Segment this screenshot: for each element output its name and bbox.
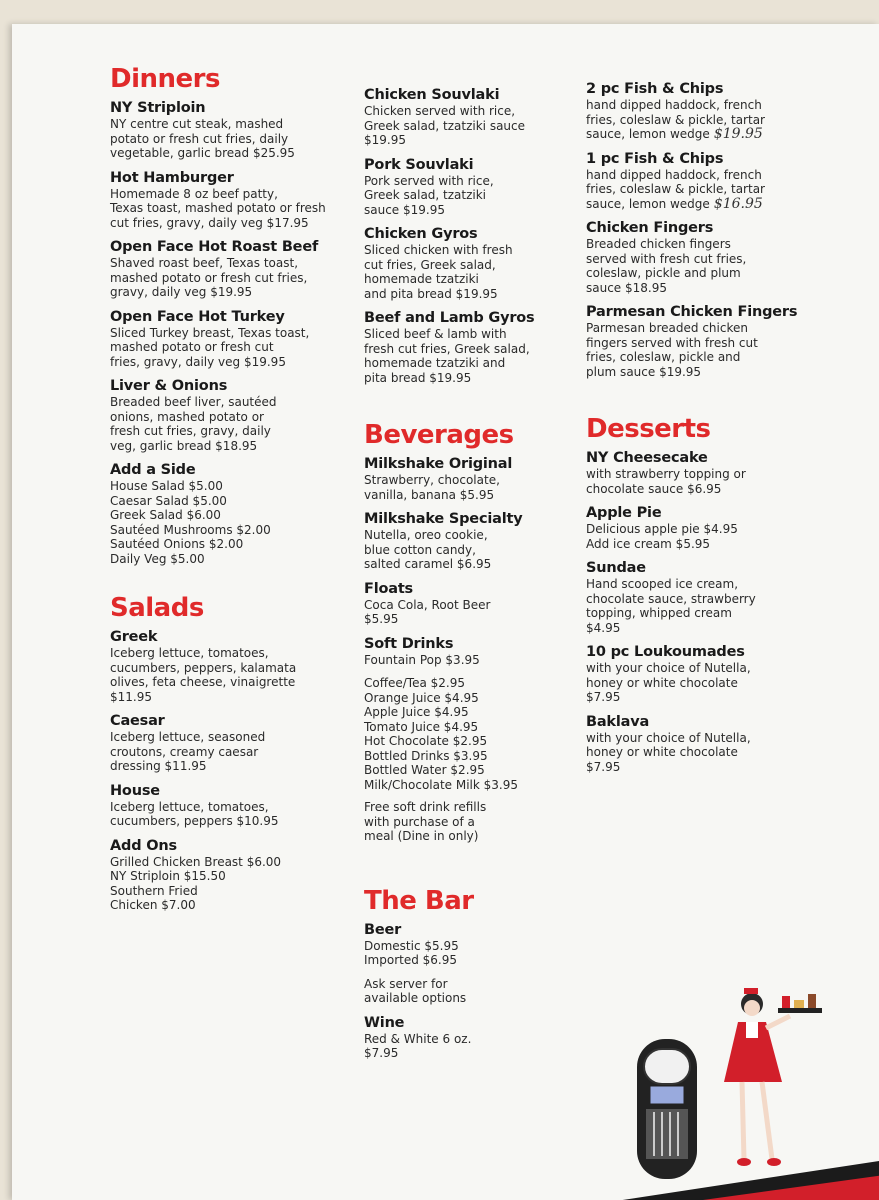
dinners-title: Dinners — [110, 64, 220, 94]
menu-item-name: Sundae — [586, 560, 646, 576]
item-description-line: Fountain Pop $3.95 — [364, 652, 480, 667]
item-description-line: fries, coleslaw & pickle, tartar — [586, 182, 765, 196]
column-right — [586, 81, 801, 783]
menu-item-description — [364, 598, 584, 627]
drink-line: Apple Juice $4.95 — [364, 705, 469, 719]
item-description-line: fresh cut fries, Greek salad, — [364, 341, 530, 356]
item-description-line: honey or white chocolate — [586, 745, 738, 759]
menu-item-description — [586, 661, 801, 705]
item-description-line: NY centre cut steak, mashed — [110, 117, 284, 131]
item-description-line: Delicious apple pie $4.95 — [586, 522, 738, 536]
menu-item-name: Parmesan Chicken Fingers — [586, 304, 798, 320]
column-middle — [364, 87, 584, 1070]
item-description-line: with strawberry topping or — [586, 467, 746, 481]
menu-item-name: Open Face Hot Turkey — [110, 308, 285, 325]
menu-item-name: NY Striploin — [110, 100, 206, 116]
drink-line: Bottled Water $2.95 — [364, 763, 485, 777]
item-description-line: Breaded beef liver, sautéed — [110, 395, 277, 409]
menu-item — [364, 511, 584, 572]
beverages-list — [364, 456, 584, 667]
ask-server-line: available options — [364, 991, 467, 1005]
item-description-line: veg, garlic bread $18.95 — [110, 438, 258, 453]
beer-line: Domestic $5.95 — [364, 938, 459, 953]
menu-item — [586, 220, 801, 295]
item-description-line: Sautéed Mushrooms $2.00 — [110, 522, 271, 537]
diner-illustration — [632, 974, 842, 1184]
item-description-line: $7.95 — [586, 759, 621, 774]
column-left — [110, 64, 345, 922]
menu-item — [364, 581, 584, 627]
drink-line: Hot Chocolate $2.95 — [364, 734, 488, 748]
item-description-line: fresh cut fries, gravy, daily — [110, 424, 271, 438]
item-description-line: sauce, lemon wedge $16.95 — [586, 195, 763, 212]
item-description-line: gravy, daily veg $19.95 — [110, 285, 253, 299]
menu-item — [110, 100, 345, 161]
menu-item-name: NY Cheesecake — [586, 450, 708, 466]
item-description-line: with your choice of Nutella, — [586, 730, 751, 745]
menu-item-description — [110, 256, 345, 300]
item-description-line: homemade tzatziki — [364, 272, 479, 286]
item-description-line: Chicken served with rice, — [364, 104, 516, 118]
item-description-line: Iceberg lettuce, seasoned — [110, 730, 266, 744]
menu-item — [110, 462, 345, 566]
drink-line: Orange Juice $4.95 — [364, 690, 479, 705]
item-description-line: dressing $11.95 — [110, 759, 207, 773]
item-description-line: Sliced beef & lamb with — [364, 327, 507, 341]
item-description-line: mashed potato or fresh cut fries, — [110, 270, 308, 285]
menu-item-name: Pork Souvlaki — [364, 156, 474, 173]
item-description-line: Nutella, oreo cookie, — [364, 528, 488, 542]
drink-line: Tomato Juice $4.95 — [364, 719, 479, 734]
menu-item-name: Beef and Lamb Gyros — [364, 310, 535, 326]
menu-item — [364, 87, 584, 148]
beer-name: Beer — [364, 921, 402, 938]
fish-list — [586, 81, 801, 379]
item-description-line: hand dipped haddock, french — [586, 98, 762, 112]
item-description-line: Southern Fried — [110, 883, 198, 898]
menu-item-description — [586, 237, 801, 295]
menu-item — [110, 170, 345, 231]
menu-item — [586, 560, 801, 635]
item-description-line: Sliced Turkey breast, Texas toast, — [110, 325, 310, 340]
menu-item-description — [364, 653, 584, 668]
item-description-line: House Salad $5.00 — [110, 479, 223, 493]
menu-item — [364, 157, 584, 218]
desserts-list — [586, 450, 801, 774]
drink-line: Coffee/Tea $2.95 — [364, 676, 465, 690]
menu-item-description — [364, 243, 584, 301]
menu-item — [110, 629, 345, 704]
menu-item-name: Caesar — [110, 713, 165, 729]
item-description-line: cut fries, gravy, daily veg $17.95 — [110, 215, 309, 230]
item-description-line: croutons, creamy caesar — [110, 744, 259, 759]
item-description-line: Breaded chicken fingers — [586, 237, 731, 251]
ask-server-note — [364, 977, 584, 1006]
menu-item-description — [586, 522, 801, 551]
menu-item — [364, 922, 584, 968]
item-description-line: Parmesan breaded chicken — [586, 321, 748, 335]
menu-item-name: Floats — [364, 580, 413, 597]
wine-desc — [364, 1032, 584, 1061]
jukebox-icon — [637, 1039, 697, 1179]
item-description-line: Homemade 8 oz beef patty, — [110, 186, 278, 201]
item-description-line: Pork served with rice, — [364, 173, 494, 188]
item-description-line: fries, coleslaw, pickle and — [586, 350, 741, 364]
item-description-line: served with fresh cut fries, — [586, 251, 747, 266]
menu-item-name: Chicken Gyros — [364, 226, 478, 242]
menu-item-description — [110, 855, 345, 913]
item-description-line: Chicken $7.00 — [110, 898, 196, 912]
item-description-line: coleslaw, pickle and plum — [586, 266, 741, 280]
item-description-line: Sautéed Onions $2.00 — [110, 537, 244, 551]
refill-note-line: Free soft drink refills — [364, 800, 487, 814]
handwritten-price: $19.95 — [713, 126, 763, 142]
item-description-line: Texas toast, mashed potato or fresh — [110, 201, 326, 215]
item-description-line: plum sauce $19.95 — [586, 364, 702, 379]
item-description-line: chocolate sauce $6.95 — [586, 481, 722, 496]
item-description-line: Greek salad, tzatziki sauce — [364, 118, 526, 133]
item-description-line: mashed potato or fresh cut — [110, 340, 274, 354]
item-description-line: onions, mashed potato or — [110, 409, 264, 424]
menu-item — [110, 378, 345, 453]
menu-page — [12, 24, 879, 1200]
item-description-line: Iceberg lettuce, tomatoes, — [110, 799, 269, 814]
item-description-line: Caesar Salad $5.00 — [110, 493, 227, 508]
menu-item-description — [364, 174, 584, 218]
menu-item — [110, 838, 345, 913]
menu-item-description — [110, 479, 345, 566]
menu-item-description — [110, 395, 345, 453]
item-description-line: sauce $19.95 — [364, 202, 445, 217]
item-description-line: Sliced chicken with fresh — [364, 243, 513, 257]
menu-item — [586, 714, 801, 775]
item-description-line: Iceberg lettuce, tomatoes, — [110, 646, 269, 660]
menu-item — [586, 81, 801, 142]
menu-item-description — [110, 730, 345, 774]
menu-item-name: House — [110, 782, 160, 799]
item-description-line: vegetable, garlic bread $25.95 — [110, 146, 295, 160]
salads-title: Salads — [110, 593, 204, 623]
item-description-line: fries, coleslaw & pickle, tartar — [586, 112, 765, 127]
item-description-line: Greek Salad $6.00 — [110, 508, 221, 522]
menu-item-description — [364, 528, 584, 572]
item-description-line: Shaved roast beef, Texas toast, — [110, 256, 299, 270]
menu-item — [586, 505, 801, 551]
menu-item-description — [364, 327, 584, 385]
menu-item-name: Soft Drinks — [364, 635, 454, 652]
item-description-line: $11.95 — [110, 689, 152, 704]
bar-title: The Bar — [364, 885, 474, 916]
item-description-line: fries, gravy, daily veg $19.95 — [110, 354, 286, 369]
wine-name: Wine — [364, 1014, 405, 1031]
item-description-line: Hand scooped ice cream, — [586, 577, 739, 591]
souvlaki-list — [364, 87, 584, 385]
menu-item-description — [586, 321, 801, 379]
item-description-line: $19.95 — [364, 133, 406, 147]
menu-item-name: Greek — [110, 629, 158, 645]
menu-item-description — [586, 98, 801, 142]
salads-list — [110, 629, 345, 913]
menu-item-description — [364, 104, 584, 148]
menu-item-description — [110, 187, 345, 231]
refill-note-line: meal (Dine in only) — [364, 829, 479, 843]
desserts-title: Desserts — [586, 414, 711, 444]
item-description-line: topping, whipped cream — [586, 606, 732, 620]
item-description-line: blue cotton candy, — [364, 542, 476, 557]
menu-item-name: Hot Hamburger — [110, 169, 234, 186]
item-description-line: $7.95 — [586, 690, 621, 704]
item-description-line: pita bread $19.95 — [364, 370, 472, 385]
item-description-line: sauce, lemon wedge $19.95 — [586, 126, 763, 142]
menu-item — [586, 304, 801, 379]
handwritten-price: $16.95 — [713, 195, 763, 212]
drink-line: Bottled Drinks $3.95 — [364, 748, 488, 763]
item-description-line: hand dipped haddock, french — [586, 167, 762, 182]
menu-item-name: Open Face Hot Roast Beef — [110, 239, 319, 255]
item-description-line: fingers served with fresh cut — [586, 335, 758, 350]
item-description-line: Coca Cola, Root Beer — [364, 597, 491, 612]
menu-item-description — [586, 577, 801, 635]
waitress-icon — [724, 988, 822, 1166]
item-description-line: cut fries, Greek salad, — [364, 257, 496, 272]
menu-item-name: 2 pc Fish & Chips — [586, 81, 724, 97]
menu-item-name: Baklava — [586, 713, 650, 730]
item-description-line: $5.95 — [364, 612, 399, 626]
menu-item — [586, 151, 801, 212]
menu-item-name: Chicken Souvlaki — [364, 87, 500, 103]
menu-item — [110, 713, 345, 774]
menu-item — [364, 456, 584, 502]
item-description-line: cucumbers, peppers, kalamata — [110, 660, 297, 675]
item-description-line: $4.95 — [586, 620, 621, 635]
item-description-line: sauce $18.95 — [586, 280, 667, 295]
beverages-title: Beverages — [364, 420, 514, 450]
menu-item — [110, 309, 345, 370]
menu-item-description — [586, 467, 801, 496]
menu-item-name: Milkshake Specialty — [364, 511, 523, 527]
menu-item — [586, 644, 801, 705]
menu-item — [586, 450, 801, 496]
drink-line: Milk/Chocolate Milk $3.95 — [364, 777, 519, 792]
item-description-line: salted caramel $6.95 — [364, 557, 492, 571]
beer-desc — [364, 939, 584, 968]
menu-item — [110, 783, 345, 829]
drinks-list — [364, 676, 584, 792]
menu-item-name: Liver & Onions — [110, 378, 228, 394]
menu-item-description — [110, 800, 345, 829]
menu-item-name: 10 pc Loukoumades — [586, 644, 745, 660]
menu-item-name: Milkshake Original — [364, 456, 513, 472]
menu-item-name: Add Ons — [110, 837, 177, 854]
refill-note — [364, 800, 584, 844]
item-description-line: chocolate sauce, strawberry — [586, 591, 756, 606]
item-description-line: honey or white chocolate — [586, 675, 738, 690]
item-description-line: Grilled Chicken Breast $6.00 — [110, 854, 282, 869]
menu-item-description — [110, 117, 345, 161]
wine-line: Red & White 6 oz. — [364, 1031, 472, 1046]
menu-item-description — [364, 473, 584, 502]
item-description-line: cucumbers, peppers $10.95 — [110, 814, 279, 828]
item-description-line: Strawberry, chocolate, — [364, 473, 500, 487]
menu-item-description — [110, 646, 345, 704]
wine-line: $7.95 — [364, 1046, 399, 1060]
item-description-line: Add ice cream $5.95 — [586, 536, 711, 551]
menu-item-name: 1 pc Fish & Chips — [586, 150, 724, 167]
menu-item-name: Chicken Fingers — [586, 220, 714, 236]
item-description-line: vanilla, banana $5.95 — [364, 487, 495, 502]
item-description-line: potato or fresh cut fries, daily — [110, 131, 289, 146]
item-description-line: Greek salad, tzatziki — [364, 188, 487, 202]
item-description-line: olives, feta cheese, vinaigrette — [110, 675, 296, 689]
item-description-line: with your choice of Nutella, — [586, 661, 751, 675]
menu-item — [364, 310, 584, 385]
menu-item-description — [110, 326, 345, 370]
menu-item — [110, 239, 345, 300]
menu-item-description — [586, 731, 801, 775]
beer-line: Imported $6.95 — [364, 953, 457, 967]
menu-item-name: Add a Side — [110, 462, 196, 478]
menu-item — [364, 226, 584, 301]
menu-item-name: Apple Pie — [586, 505, 662, 521]
item-description-line: NY Striploin $15.50 — [110, 869, 226, 883]
dinners-list — [110, 100, 345, 566]
item-description-line: and pita bread $19.95 — [364, 286, 498, 301]
menu-item — [364, 636, 584, 668]
menu-item-description — [586, 168, 801, 212]
ask-server-line: Ask server for — [364, 976, 448, 991]
item-description-line: Daily Veg $5.00 — [110, 551, 205, 566]
refill-note-line: with purchase of a — [364, 814, 475, 829]
menu-item — [364, 1015, 584, 1061]
item-description-line: homemade tzatziki and — [364, 356, 506, 370]
